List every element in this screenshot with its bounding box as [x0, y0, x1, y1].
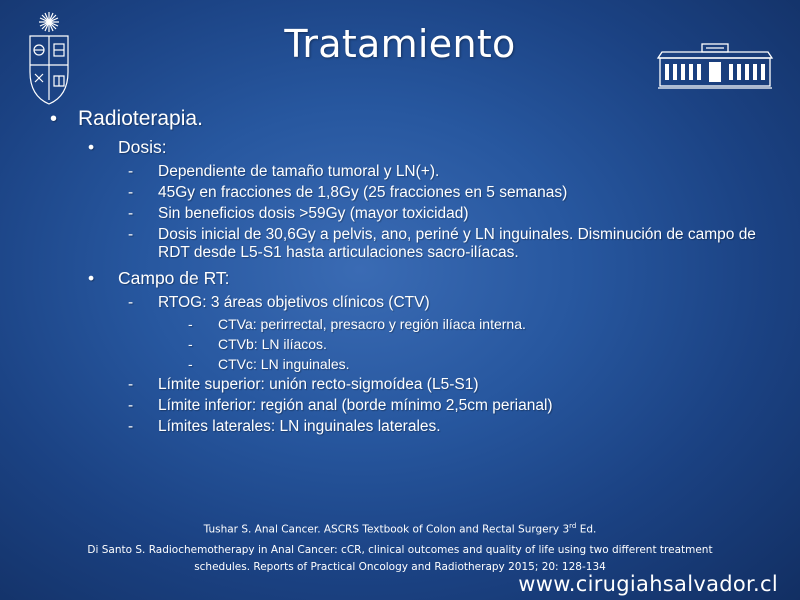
- slide-body: [48, 104, 788, 439]
- dash-bullet: -: [188, 336, 193, 352]
- dash-bullet: -: [128, 294, 134, 311]
- reference-1-tail: Ed.: [576, 523, 597, 536]
- dash-bullet: -: [128, 205, 134, 222]
- reference-1: [60, 518, 740, 539]
- reference-1-text: Tushar S. Anal Cancer. ASCRS Textbook of Colon and Rectal Surgery 3: [203, 523, 570, 536]
- references: [60, 518, 740, 576]
- ctv-item: [48, 315, 788, 333]
- dash-bullet: -: [128, 376, 134, 393]
- campo-item: [48, 294, 788, 312]
- dash-bullet: -: [128, 418, 134, 435]
- hospital-building-icon: [656, 42, 774, 90]
- campo-item: [48, 376, 788, 394]
- dosis-item: [48, 184, 788, 202]
- reference-2: Di Santo S. Radiochemotherapy in Anal Cancer: cCR, clinical outcomes and quality of life using two different treatment schedules. Reports of Practical Oncology and Radiotherapy 2015; 20: 128-134: [87, 543, 713, 573]
- dosis-item: [48, 205, 788, 223]
- dosis-item-text: Sin beneficios dosis >59Gy (mayor toxicidad): [158, 205, 469, 222]
- reference-1-sup: rd: [569, 522, 577, 530]
- dosis-item-text: Dependiente de tamaño tumoral y LN(+).: [158, 163, 440, 180]
- campo-item: [48, 418, 788, 436]
- bullet-dosis: [48, 134, 788, 160]
- limit-text: Límites laterales: LN inguinales laterales.: [158, 418, 441, 435]
- dosis-label: Dosis:: [118, 137, 167, 157]
- campo-label: Campo de RT:: [118, 268, 230, 288]
- limit-text: Límite inferior: región anal (borde mínimo 2,5cm perianal): [158, 397, 553, 414]
- dosis-item-text: Dosis inicial de 30,6Gy a pelvis, ano, periné y LN inguinales. Disminución de campo de RDT desde L5-S1 hasta articulaciones sacro-ilíacas.: [158, 226, 756, 261]
- dash-bullet: -: [128, 184, 134, 201]
- bullet-dot: •: [88, 268, 95, 288]
- dash-bullet: -: [128, 397, 134, 414]
- website-footer: www.cirugiahsalvador.cl: [518, 572, 778, 596]
- dosis-item: [48, 163, 788, 181]
- section-heading: Radioterapia.: [78, 107, 203, 130]
- ctv-text: CTVc: LN inguinales.: [218, 356, 350, 372]
- rtog-text: RTOG: 3 áreas objetivos clínicos (CTV): [158, 294, 430, 311]
- dash-bullet: -: [188, 356, 193, 372]
- ctv-text: CTVb: LN ilíacos.: [218, 336, 327, 352]
- page-title: Tratamiento: [284, 22, 516, 66]
- dash-bullet: -: [188, 316, 193, 332]
- limit-text: Límite superior: unión recto-sigmoídea (L5-S1): [158, 376, 479, 393]
- dosis-item-text: 45Gy en fracciones de 1,8Gy (25 fracciones en 5 semanas): [158, 184, 568, 201]
- bullet-dot: •: [88, 137, 95, 157]
- ctv-text: CTVa: perirrectal, presacro y región ilíaca interna.: [218, 316, 526, 332]
- dash-bullet: -: [128, 226, 134, 243]
- bullet-radioterapia: [48, 104, 788, 134]
- bullet-dot: •: [50, 108, 58, 130]
- dosis-item: [48, 226, 788, 262]
- bullet-campo: [48, 265, 788, 291]
- campo-item: [48, 397, 788, 415]
- dash-bullet: -: [128, 163, 134, 180]
- ctv-item: [48, 355, 788, 373]
- ctv-item: [48, 335, 788, 353]
